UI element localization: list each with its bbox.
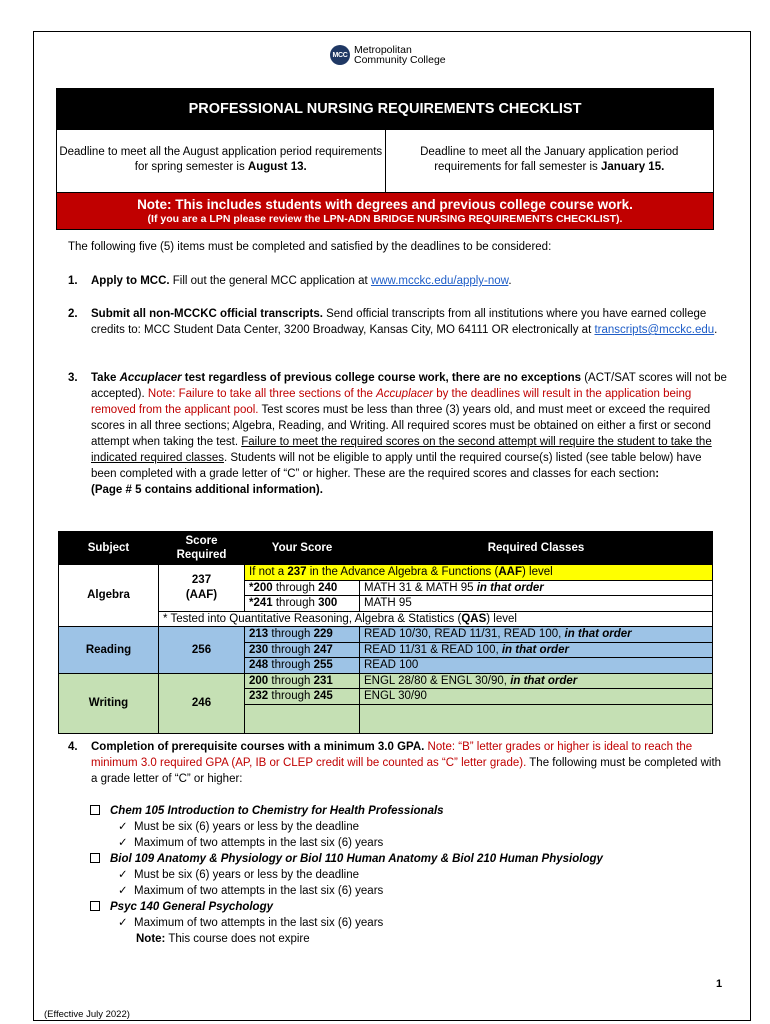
score-range: *200 through 240 <box>245 580 360 596</box>
score-range: 232 through 245 <box>245 689 360 705</box>
accuplacer-score-table <box>58 531 713 734</box>
empty-cell <box>245 704 360 733</box>
check-icon: ✓ <box>118 885 128 897</box>
writing-subject: Writing <box>59 673 159 733</box>
prerequisite-courses <box>68 803 728 947</box>
check-icon: ✓ <box>118 869 128 881</box>
january-deadline: Deadline to meet all the January application period requirements for fall semester is January 15. <box>385 130 714 192</box>
deadline-row <box>57 129 713 192</box>
psyc-checkbox[interactable] <box>90 901 100 911</box>
score-range: 200 through 231 <box>245 673 360 689</box>
algebra-subject: Algebra <box>59 565 159 627</box>
score-range: 213 through 229 <box>245 627 360 643</box>
list-item: ✓ Must be six (6) years or less by the deadline <box>118 821 360 833</box>
list-item: ✓ Maximum of two attempts in the last six (6) years <box>118 917 384 929</box>
list-item: ✓ Must be six (6) years or less by the deadline <box>118 869 360 881</box>
score-range: *241 through 300 <box>245 596 360 612</box>
psyc-note: Note: This course does not expire <box>136 933 310 945</box>
check-icon: ✓ <box>118 917 128 929</box>
biol-checkbox[interactable] <box>90 853 100 863</box>
intro-text: The following five (5) items must be completed and satisfied by the deadlines to be considered: <box>68 241 552 253</box>
item-apply: 1. Apply to MCC. Fill out the general MCC application at www.mcckc.edu/apply-now. <box>68 275 512 287</box>
col-score-required: Score Required <box>159 532 245 565</box>
page-title: PROFESSIONAL NURSING REQUIREMENTS CHECKLIST <box>57 89 713 129</box>
table-row <box>59 565 713 581</box>
chem-checkbox[interactable] <box>90 805 100 815</box>
list-item: ✓ Maximum of two attempts in the last six (6) years <box>118 837 384 849</box>
table-row <box>59 627 713 643</box>
required-class: MATH 31 & MATH 95 in that order <box>360 580 713 596</box>
item-prerequisites: 4. Completion of prerequisite courses with a minimum 3.0 GPA. Note: “B” letter grades or higher is ideal to reach the minimum 3.0 required GPA (AP, IB or CLEP credit will be counted as “C” letter grade). The following must be completed with a grade letter of “C” or higher: <box>68 741 722 785</box>
reading-score: 256 <box>159 627 245 674</box>
required-class: ENGL 30/90 <box>360 689 713 705</box>
logo-mark-icon: MCC <box>330 45 350 65</box>
apply-link[interactable]: www.mcckc.edu/apply-now <box>370 275 509 287</box>
august-deadline: Deadline to meet all the August application period requirements for spring semester is August 13. <box>59 146 383 173</box>
col-your-score: Your Score <box>245 532 360 565</box>
score-range: 248 through 255 <box>245 658 360 674</box>
page-number: 1 <box>716 978 723 990</box>
transcripts-email-link[interactable]: transcripts@mcckc.edu <box>594 324 715 336</box>
course-chem: Chem 105 Introduction to Chemistry for Health Professionals <box>90 803 728 819</box>
degree-note <box>57 192 713 229</box>
required-class: READ 100 <box>360 658 713 674</box>
college-logo <box>330 45 446 65</box>
required-class: READ 10/30, READ 11/31, READ 100, in that order <box>360 627 713 643</box>
writing-score: 246 <box>159 673 245 733</box>
august-date: August 13. <box>247 161 307 173</box>
col-subject: Subject <box>59 532 159 565</box>
logo-line-1: Metropolitan <box>354 44 412 56</box>
item-accuplacer: 3. Take Accuplacer test regardless of previous college course work, there are no exceptions (ACT/SAT scores will not be accepted). Note: Failure to take all three sections of the Accuplacer by the deadlines will result in the application being removed from the applicant pool. Test scores must be less than three (3) years old, and must meet or exceed the required scores in all three sections; Algebra, Reading, and Writing. All required scores must be obtained on either a first or second attempt when taking the test. Failure to meet the required scores on the second attempt will require the student to take the indicated required classes. Students will not be eligible to apply until the required course(s) listed (see table below) have been completed with a grade letter of “C” or higher. These are the required scores and classes for each section: (Page # 5 contains additional information). <box>68 372 727 496</box>
january-date: January 15. <box>601 161 665 173</box>
note-line-2: (If you are a LPN please review the LPN-ADN BRIDGE NURSING REQUIREMENTS CHECKLIST). <box>147 213 623 225</box>
score-range: 230 through 247 <box>245 642 360 658</box>
required-class: MATH 95 <box>360 596 713 612</box>
empty-cell <box>360 704 713 733</box>
table-row <box>59 673 713 689</box>
check-icon: ✓ <box>118 821 128 833</box>
item-transcripts: 2. Submit all non-MCCKC official transcripts. Send official transcripts from all institutions where you have earned college credits to: MCC Student Data Center, 3200 Broadway, Kansas City, MO 64111 OR electronically at transcripts@mcckc.edu. <box>68 308 718 336</box>
reading-subject: Reading <box>59 627 159 674</box>
col-required-classes: Required Classes <box>360 532 713 565</box>
algebra-aaf-note: If not a 237 in the Advance Algebra & Functions (AAF) level <box>245 565 713 581</box>
course-biol: Biol 109 Anatomy & Physiology or Biol 110 Human Anatomy & Biol 210 Human Physiology <box>90 851 728 867</box>
checklist-header <box>56 88 714 230</box>
table-header-row <box>59 532 713 565</box>
logo-line-2: Community College <box>354 54 446 66</box>
course-psyc: Psyc 140 General Psychology <box>90 899 728 915</box>
check-icon: ✓ <box>118 837 128 849</box>
list-item: ✓ Maximum of two attempts in the last six (6) years <box>118 885 384 897</box>
note-line-1: Note: This includes students with degrees and previous college course work. <box>137 197 633 212</box>
effective-date: (Effective July 2022) <box>44 1009 130 1020</box>
required-class: READ 11/31 & READ 100, in that order <box>360 642 713 658</box>
algebra-qas-note: * Tested into Quantitative Reasoning, Algebra & Statistics (QAS) level <box>159 611 713 627</box>
algebra-score: 237 (AAF) <box>159 565 245 612</box>
required-class: ENGL 28/80 & ENGL 30/90, in that order <box>360 673 713 689</box>
